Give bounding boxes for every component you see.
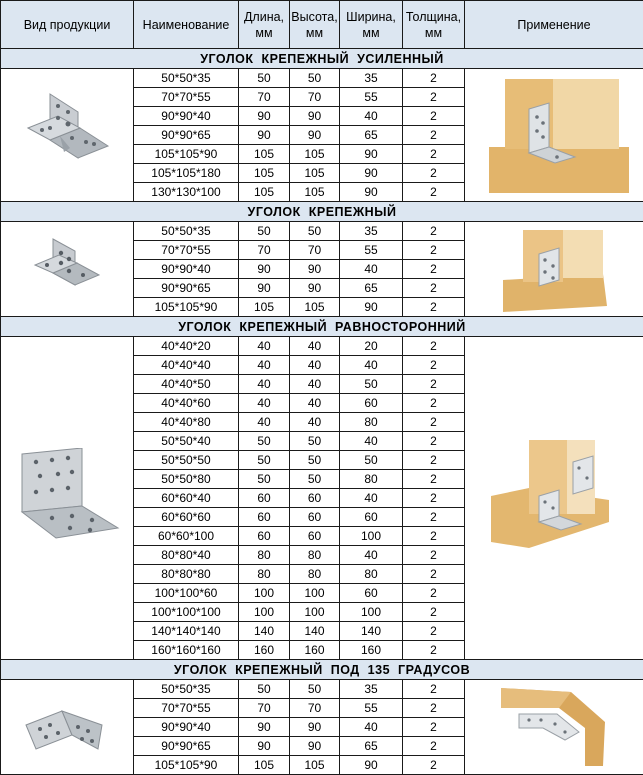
cell-height: 90 — [290, 279, 340, 298]
cell-length: 80 — [239, 565, 290, 584]
cell-width: 65 — [340, 279, 403, 298]
cell-thickness: 2 — [403, 375, 465, 394]
cell-length: 50 — [239, 432, 290, 451]
cell-thickness: 2 — [403, 622, 465, 641]
cell-width: 80 — [340, 565, 403, 584]
header-row — [1, 1, 643, 49]
cell-thickness: 2 — [403, 222, 465, 241]
cell-height: 50 — [290, 470, 340, 489]
cell-height: 90 — [290, 126, 340, 145]
cell-width: 60 — [340, 584, 403, 603]
cell-thickness: 2 — [403, 337, 465, 356]
section-header — [1, 49, 643, 69]
cell-length: 60 — [239, 489, 290, 508]
cell-name: 40*40*20 — [134, 337, 239, 356]
cell-length: 90 — [239, 279, 290, 298]
cell-length: 70 — [239, 241, 290, 260]
cell-thickness: 2 — [403, 489, 465, 508]
cell-width: 40 — [340, 546, 403, 565]
cell-height: 40 — [290, 394, 340, 413]
cell-width: 100 — [340, 603, 403, 622]
cell-height: 105 — [290, 756, 340, 775]
cell-width: 140 — [340, 622, 403, 641]
cell-length: 50 — [239, 470, 290, 489]
section-title: УГОЛОК КРЕПЕЖНЫЙ — [1, 202, 643, 222]
cell-thickness: 2 — [403, 565, 465, 584]
cell-name: 60*60*40 — [134, 489, 239, 508]
cell-thickness: 2 — [403, 451, 465, 470]
cell-thickness: 2 — [403, 298, 465, 317]
cell-length: 70 — [239, 88, 290, 107]
cell-name: 70*70*55 — [134, 88, 239, 107]
header-height: Высота, мм — [290, 1, 340, 49]
cell-thickness: 2 — [403, 356, 465, 375]
table-row — [1, 680, 643, 699]
cell-thickness: 2 — [403, 584, 465, 603]
cell-thickness: 2 — [403, 279, 465, 298]
cell-name: 40*40*80 — [134, 413, 239, 432]
cell-height: 50 — [290, 451, 340, 470]
cell-height: 140 — [290, 622, 340, 641]
cell-height: 60 — [290, 508, 340, 527]
cell-width: 40 — [340, 718, 403, 737]
cell-name: 50*50*35 — [134, 69, 239, 88]
header-length: Длина, мм — [239, 1, 290, 49]
cell-name: 50*50*50 — [134, 451, 239, 470]
cell-width: 160 — [340, 641, 403, 660]
cell-height: 100 — [290, 584, 340, 603]
cell-height: 70 — [290, 241, 340, 260]
reinforced-bracket-image — [20, 88, 115, 183]
table-row — [1, 69, 643, 88]
cell-length: 105 — [239, 145, 290, 164]
section-title: УГОЛОК КРЕПЕЖНЫЙ ПОД 135 ГРАДУСОВ — [1, 660, 643, 680]
cell-length: 80 — [239, 546, 290, 565]
cell-width: 90 — [340, 145, 403, 164]
cell-name: 70*70*55 — [134, 699, 239, 718]
cell-thickness: 2 — [403, 699, 465, 718]
cell-width: 90 — [340, 298, 403, 317]
product-image-cell — [1, 222, 134, 317]
cell-thickness: 2 — [403, 126, 465, 145]
cell-name: 50*50*35 — [134, 680, 239, 699]
cell-thickness: 2 — [403, 718, 465, 737]
product-image-cell — [1, 69, 134, 202]
cell-name: 90*90*65 — [134, 126, 239, 145]
cell-height: 90 — [290, 260, 340, 279]
cell-name: 80*80*80 — [134, 565, 239, 584]
cell-width: 100 — [340, 527, 403, 546]
cell-height: 105 — [290, 183, 340, 202]
cell-width: 90 — [340, 164, 403, 183]
cell-height: 50 — [290, 69, 340, 88]
cell-name: 80*80*40 — [134, 546, 239, 565]
cell-height: 90 — [290, 718, 340, 737]
cell-width: 60 — [340, 394, 403, 413]
cell-width: 65 — [340, 126, 403, 145]
cell-width: 90 — [340, 183, 403, 202]
bracket-image — [27, 229, 107, 309]
section-header — [1, 317, 643, 337]
reinforced-usage-image — [479, 75, 629, 195]
cell-name: 40*40*50 — [134, 375, 239, 394]
cell-width: 50 — [340, 375, 403, 394]
cell-thickness: 2 — [403, 107, 465, 126]
cell-height: 105 — [290, 145, 340, 164]
cell-thickness: 2 — [403, 470, 465, 489]
cell-thickness: 2 — [403, 164, 465, 183]
usage-image-cell — [465, 337, 643, 660]
section-header — [1, 660, 643, 680]
section-header — [1, 202, 643, 222]
cell-length: 40 — [239, 337, 290, 356]
bracket-135-image — [20, 685, 115, 770]
cell-length: 90 — [239, 737, 290, 756]
cell-length: 90 — [239, 126, 290, 145]
cell-name: 90*90*40 — [134, 718, 239, 737]
cell-name: 90*90*65 — [134, 279, 239, 298]
cell-length: 40 — [239, 356, 290, 375]
cell-name: 90*90*40 — [134, 107, 239, 126]
product-image-cell — [1, 337, 134, 660]
cell-name: 100*100*60 — [134, 584, 239, 603]
cell-name: 40*40*60 — [134, 394, 239, 413]
cell-width: 40 — [340, 260, 403, 279]
cell-thickness: 2 — [403, 88, 465, 107]
cell-height: 60 — [290, 489, 340, 508]
cell-thickness: 2 — [403, 145, 465, 164]
cell-name: 100*100*100 — [134, 603, 239, 622]
cell-length: 50 — [239, 222, 290, 241]
cell-length: 40 — [239, 413, 290, 432]
cell-thickness: 2 — [403, 69, 465, 88]
cell-name: 90*90*40 — [134, 260, 239, 279]
cell-length: 140 — [239, 622, 290, 641]
cell-height: 70 — [290, 88, 340, 107]
cell-length: 90 — [239, 260, 290, 279]
cell-thickness: 2 — [403, 603, 465, 622]
cell-thickness: 2 — [403, 756, 465, 775]
cell-length: 50 — [239, 680, 290, 699]
usage-image-cell — [465, 680, 643, 775]
cell-name: 50*50*80 — [134, 470, 239, 489]
cell-name: 60*60*60 — [134, 508, 239, 527]
cell-name: 70*70*55 — [134, 241, 239, 260]
cell-width: 50 — [340, 451, 403, 470]
cell-height: 100 — [290, 603, 340, 622]
section-title: УГОЛОК КРЕПЕЖНЫЙ РАВНОСТОРОННИЙ — [1, 317, 643, 337]
cell-width: 55 — [340, 241, 403, 260]
cell-name: 105*105*90 — [134, 145, 239, 164]
header-width: Ширина, мм — [340, 1, 403, 49]
cell-length: 100 — [239, 584, 290, 603]
cell-length: 105 — [239, 298, 290, 317]
cell-name: 105*105*180 — [134, 164, 239, 183]
usage-image-cell — [465, 222, 643, 317]
cell-width: 55 — [340, 88, 403, 107]
cell-width: 80 — [340, 413, 403, 432]
cell-width: 40 — [340, 489, 403, 508]
cell-name: 105*105*90 — [134, 756, 239, 775]
cell-thickness: 2 — [403, 241, 465, 260]
cell-length: 100 — [239, 603, 290, 622]
cell-width: 55 — [340, 699, 403, 718]
cell-height: 70 — [290, 699, 340, 718]
cell-thickness: 2 — [403, 183, 465, 202]
cell-thickness: 2 — [403, 413, 465, 432]
cell-thickness: 2 — [403, 680, 465, 699]
cell-height: 105 — [290, 164, 340, 183]
cell-height: 50 — [290, 432, 340, 451]
cell-length: 60 — [239, 508, 290, 527]
cell-name: 50*50*40 — [134, 432, 239, 451]
equal-bracket-image — [12, 448, 122, 548]
bracket-usage-image — [499, 224, 609, 314]
cell-length: 105 — [239, 164, 290, 183]
cell-width: 20 — [340, 337, 403, 356]
cell-width: 60 — [340, 508, 403, 527]
cell-height: 40 — [290, 375, 340, 394]
header-usage: Применение — [465, 1, 643, 49]
cell-width: 40 — [340, 356, 403, 375]
table-row — [1, 337, 643, 356]
equal-bracket-usage-image — [489, 438, 619, 558]
cell-name: 130*130*100 — [134, 183, 239, 202]
cell-width: 40 — [340, 107, 403, 126]
cell-height: 105 — [290, 298, 340, 317]
cell-length: 90 — [239, 718, 290, 737]
header-name: Наименование — [134, 1, 239, 49]
cell-height: 40 — [290, 356, 340, 375]
cell-length: 160 — [239, 641, 290, 660]
cell-height: 90 — [290, 107, 340, 126]
cell-width: 80 — [340, 470, 403, 489]
cell-thickness: 2 — [403, 737, 465, 756]
cell-length: 70 — [239, 699, 290, 718]
cell-thickness: 2 — [403, 508, 465, 527]
cell-thickness: 2 — [403, 527, 465, 546]
header-thickness: Толщина, мм — [403, 1, 465, 49]
cell-length: 50 — [239, 69, 290, 88]
cell-name: 160*160*160 — [134, 641, 239, 660]
cell-height: 40 — [290, 337, 340, 356]
cell-height: 50 — [290, 680, 340, 699]
cell-height: 80 — [290, 565, 340, 584]
cell-thickness: 2 — [403, 260, 465, 279]
cell-height: 40 — [290, 413, 340, 432]
cell-thickness: 2 — [403, 432, 465, 451]
cell-length: 60 — [239, 527, 290, 546]
cell-name: 90*90*65 — [134, 737, 239, 756]
cell-name: 140*140*140 — [134, 622, 239, 641]
product-image-cell — [1, 680, 134, 775]
cell-length: 105 — [239, 183, 290, 202]
cell-thickness: 2 — [403, 641, 465, 660]
cell-length: 40 — [239, 375, 290, 394]
cell-width: 35 — [340, 69, 403, 88]
cell-name: 105*105*90 — [134, 298, 239, 317]
section-title: УГОЛОК КРЕПЕЖНЫЙ УСИЛЕННЫЙ — [1, 49, 643, 69]
cell-name: 50*50*35 — [134, 222, 239, 241]
cell-thickness: 2 — [403, 394, 465, 413]
cell-name: 60*60*100 — [134, 527, 239, 546]
bracket-135-usage-image — [499, 684, 609, 770]
cell-length: 40 — [239, 394, 290, 413]
table-row — [1, 222, 643, 241]
cell-height: 160 — [290, 641, 340, 660]
usage-image-cell — [465, 69, 643, 202]
cell-height: 90 — [290, 737, 340, 756]
cell-height: 60 — [290, 527, 340, 546]
cell-width: 40 — [340, 432, 403, 451]
cell-width: 90 — [340, 756, 403, 775]
cell-width: 35 — [340, 222, 403, 241]
cell-width: 35 — [340, 680, 403, 699]
cell-length: 105 — [239, 756, 290, 775]
cell-height: 50 — [290, 222, 340, 241]
header-type: Вид продукции — [1, 1, 134, 49]
cell-length: 90 — [239, 107, 290, 126]
cell-width: 65 — [340, 737, 403, 756]
cell-length: 50 — [239, 451, 290, 470]
cell-height: 80 — [290, 546, 340, 565]
cell-thickness: 2 — [403, 546, 465, 565]
cell-name: 40*40*40 — [134, 356, 239, 375]
